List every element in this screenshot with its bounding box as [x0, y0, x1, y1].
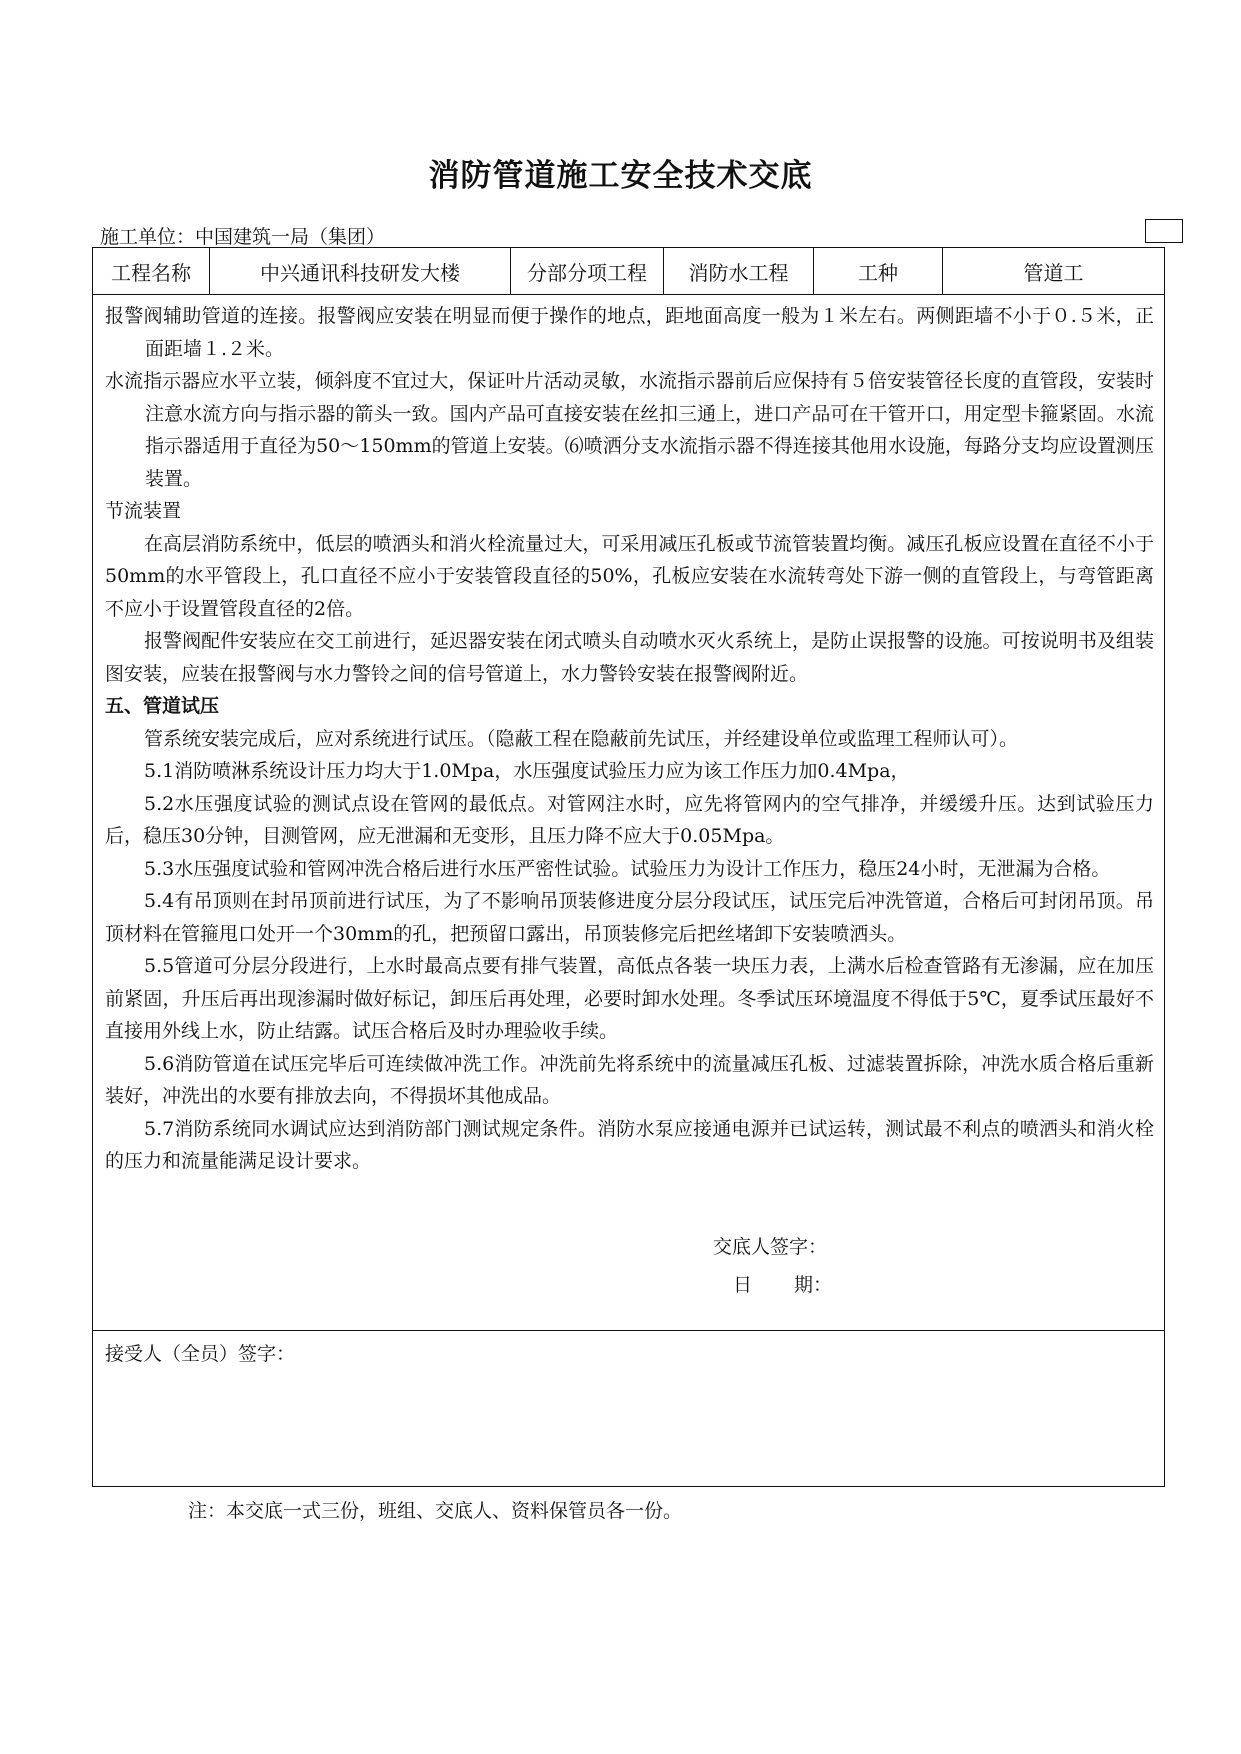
project-name-label: 工程名称	[93, 248, 210, 294]
document-title: 消防管道施工安全技术交底	[428, 158, 813, 194]
paragraph: 报警阀配件安装应在交工前进行，延迟器安装在闭式喷头自动喷水灭火系统上，是防止误报警的设施。可按说明书及组装图安装，应装在报警阀与水力警铃之间的信号管道上，水力警铃安装在报警阀附近。	[105, 630, 1154, 685]
discloser-signature-label: 交底人签字：	[713, 1236, 828, 1258]
section-heading: 节流装置	[105, 500, 182, 522]
receiver-signature-label: 接受人（全员）签字：	[105, 1343, 296, 1365]
subproject-label: 分部分项工程	[511, 248, 664, 294]
paragraph: 5.3水压强度试验和管网冲洗合格后进行水压严密性试验。试验压力为设计工作压力，稳压24小时，无泄漏为合格。	[144, 857, 1111, 880]
paragraph: 5.5管道可分层分段进行，上水时最高点要有排气装置，高低点各装一块压力表，上满水后检查管路有无渗漏，应在加压前紧固，升压后再出现渗漏时做好标记，卸压后再处理，必要时卸水处理。冬季试压环境温度不得低于5℃，夏季试压最好不直接用外线上水，防止结露。试压合格后及时办理验收手续。	[105, 955, 1154, 1042]
section-heading: 五、管道试压	[105, 695, 220, 717]
corner-box	[1145, 219, 1183, 243]
paragraph: 在高层消防系统中，低层的喷洒头和消火栓流量过大，可采用减压孔板或节流管装置均衡。减压孔板应设置在直径不小于50mm的水平管段上，孔口直径不应小于安装管段直径的50%，孔板应安装在水流转弯处下游一侧的直管段上，与弯管距离不应小于设置管段直径的2倍。	[105, 532, 1154, 620]
discloser-signature-block	[713, 1228, 832, 1304]
paragraph: 报警阀辅助管道的连接。报警阀应安装在明显而便于操作的地点，距地面高度一般为１米左右。两侧距墙不小于０.５米，正面距墙１.２米。	[105, 305, 1154, 360]
section-divider	[93, 1330, 1164, 1331]
date-label-part: 日	[733, 1274, 753, 1296]
trade-value: 管道工	[1023, 260, 1084, 285]
subproject-value: 消防水工程	[664, 248, 814, 294]
disclosure-form	[92, 247, 1165, 1487]
paragraph: 5.1消防喷淋系统设计压力均大于1.0Mpa，水压强度试验压力应为该工作压力加0.4Mpa，	[144, 760, 910, 782]
paragraph: 5.4有吊顶则在封吊顶前进行试压，为了不影响吊顶装修进度分层分段试压，试压完后冲洗管道，合格后可封闭吊顶。吊顶材料在管箍甩口处开一个30mm的孔，把预留口露出，吊顶装修完后把丝堵卸下安装喷洒头。	[105, 890, 1154, 945]
paragraph: 5.7消防系统同水调试应达到消防部门测试规定条件。消防水泵应接通电源并已试运转，测试最不利点的喷洒头和消火栓的压力和流量能满足设计要求。	[105, 1117, 1154, 1172]
paragraph: 5.6消防管道在试压完毕后可连续做冲洗工作。冲洗前先将系统中的流量减压孔板、过滤装置拆除，冲洗水质合格后重新装好，冲洗出的水要有排放去向，不得损坏其他成品。	[105, 1052, 1154, 1107]
footnote: 注：本交底一式三份，班组、交底人、资料保管员各一份。	[188, 1500, 683, 1522]
paragraph: 水流指示器应水平立装，倾斜度不宜过大，保证叶片活动灵敏，水流指示器前后应保持有５倍安装管径长度的直管段，安装时注意水流方向与指示器的箭头一致。国内产品可直接安装在丝扣三通上，进口产品可在干管开口，用定型卡箍紧固。水流指示器适用于直径为50～150mm的管道上安装。⑹喷洒分支水流指示器不得连接其他用水设施，每路分支均应设置测压装置。	[105, 370, 1154, 490]
header-row	[93, 248, 1164, 295]
date-label-part: 期：	[794, 1274, 833, 1296]
trade-label: 工种	[814, 248, 943, 294]
construction-unit: 施工单位：中国建筑一局（集团）	[100, 226, 386, 248]
paragraph: 管系统安装完成后，应对系统进行试压。（隐蔽工程在隐蔽前先试压，并经建设单位或监理工程师认可）。	[144, 727, 1019, 750]
project-name-value: 中兴通讯科技研发大楼	[210, 248, 511, 294]
paragraph: 5.2水压强度试验的测试点设在管网的最低点。对管网注水时，应先将管网内的空气排净，并缓缓升压。达到试验压力后，稳压30分钟，目测管网，应无泄漏和无变形，且压力降不应大于0.05Mpa。	[105, 792, 1154, 847]
disclosure-content	[105, 300, 1154, 1178]
date-line	[713, 1266, 832, 1304]
